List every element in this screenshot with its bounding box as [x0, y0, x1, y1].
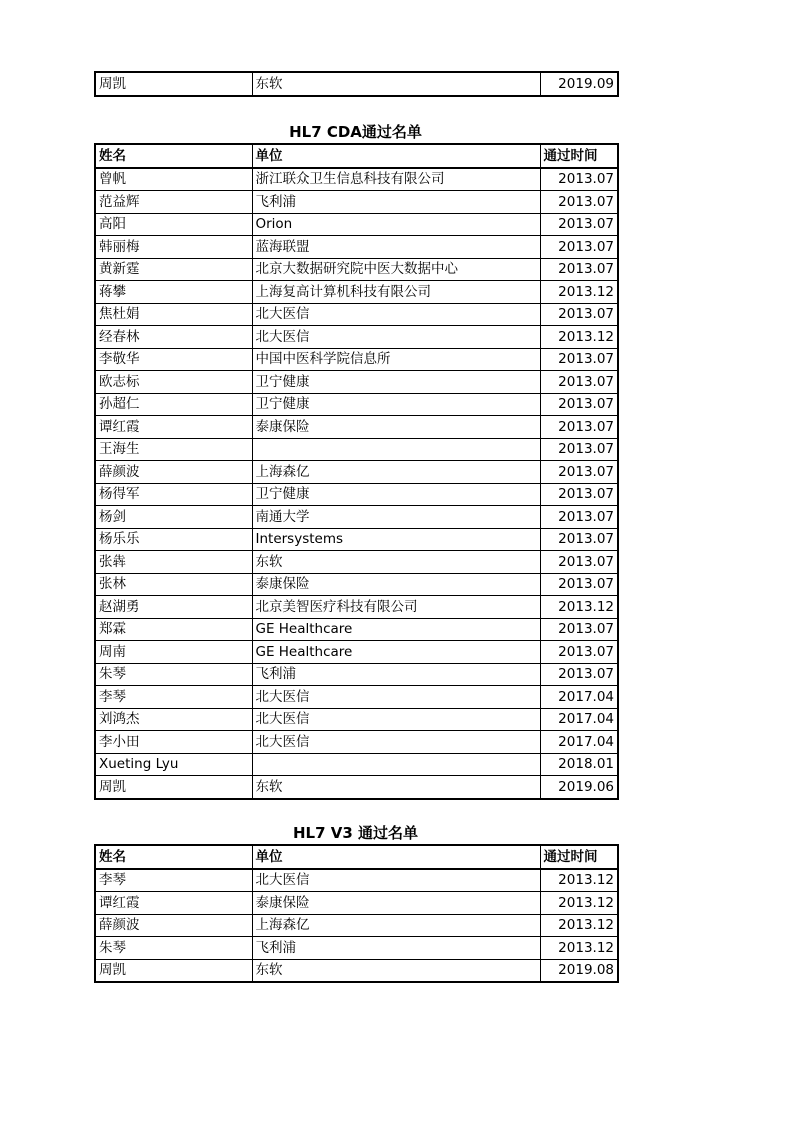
pass-date-cell: 2013.07 — [540, 641, 618, 664]
organization-cell — [252, 753, 540, 776]
table-row — [95, 596, 618, 619]
organization-cell: 北大医信 — [252, 303, 540, 326]
person-name-cell: 黄新霆 — [95, 258, 252, 281]
pass-date-cell: 2017.04 — [540, 686, 618, 709]
pass-date-cell: 2017.04 — [540, 731, 618, 754]
organization-cell: 卫宁健康 — [252, 371, 540, 394]
organization-cell: 东软 — [252, 776, 540, 799]
table-row — [95, 937, 618, 960]
person-name-cell: 韩丽梅 — [95, 236, 252, 259]
person-name-cell: 焦杜娟 — [95, 303, 252, 326]
table-row — [95, 753, 618, 776]
person-name-cell: 周凯 — [95, 72, 252, 96]
person-name-cell: 杨乐乐 — [95, 528, 252, 551]
table-row — [95, 303, 618, 326]
table-row — [95, 892, 618, 915]
table-row — [95, 213, 618, 236]
person-name-cell: 郑霖 — [95, 618, 252, 641]
pass-date-cell: 2013.07 — [540, 573, 618, 596]
person-name-cell: 欧志标 — [95, 371, 252, 394]
pass-date-cell: 2013.07 — [540, 236, 618, 259]
table-row — [95, 191, 618, 214]
table-row — [95, 506, 618, 529]
pass-date-cell: 2013.07 — [540, 438, 618, 461]
pass-date-cell: 2013.07 — [540, 168, 618, 191]
table-row — [95, 461, 618, 484]
table-row — [95, 393, 618, 416]
table-row — [95, 168, 618, 191]
header-name: 姓名 — [95, 845, 252, 869]
person-name-cell: 周南 — [95, 641, 252, 664]
pass-date-cell: 2013.12 — [540, 892, 618, 915]
person-name-cell: 范益辉 — [95, 191, 252, 214]
person-name-cell: 经春林 — [95, 326, 252, 349]
cda-list-table — [94, 143, 619, 800]
pass-date-cell: 2013.07 — [540, 393, 618, 416]
organization-cell: 北大医信 — [252, 708, 540, 731]
pass-date-cell: 2013.07 — [540, 528, 618, 551]
header-date: 通过时间 — [540, 144, 618, 168]
person-name-cell: 李琴 — [95, 686, 252, 709]
organization-cell: 卫宁健康 — [252, 393, 540, 416]
organization-cell: Intersystems — [252, 528, 540, 551]
table-row — [95, 663, 618, 686]
table-row — [95, 731, 618, 754]
pass-date-cell: 2013.07 — [540, 663, 618, 686]
header-name: 姓名 — [95, 144, 252, 168]
organization-cell: 卫宁健康 — [252, 483, 540, 506]
organization-cell: 泰康保险 — [252, 892, 540, 915]
person-name-cell: 孙超仁 — [95, 393, 252, 416]
cda-header-row — [95, 144, 618, 168]
table-row — [95, 959, 618, 982]
pass-date-cell: 2013.07 — [540, 506, 618, 529]
pass-date-cell: 2013.12 — [540, 914, 618, 937]
table-row — [95, 236, 618, 259]
table-row — [95, 281, 618, 304]
organization-cell: 北大医信 — [252, 686, 540, 709]
header-org: 单位 — [252, 845, 540, 869]
person-name-cell: 高阳 — [95, 213, 252, 236]
pass-date-cell: 2013.12 — [540, 937, 618, 960]
organization-cell: 上海复高计算机科技有限公司 — [252, 281, 540, 304]
organization-cell: 上海森亿 — [252, 914, 540, 937]
table-row — [95, 258, 618, 281]
person-name-cell: 李小田 — [95, 731, 252, 754]
person-name-cell: 周凯 — [95, 959, 252, 982]
table-row — [95, 641, 618, 664]
organization-cell: GE Healthcare — [252, 618, 540, 641]
organization-cell: 北大医信 — [252, 731, 540, 754]
person-name-cell: 曾帆 — [95, 168, 252, 191]
table-row — [95, 483, 618, 506]
person-name-cell: Xueting Lyu — [95, 753, 252, 776]
pass-date-cell: 2013.07 — [540, 213, 618, 236]
person-name-cell: 杨得军 — [95, 483, 252, 506]
pass-date-cell: 2019.06 — [540, 776, 618, 799]
pass-date-cell: 2013.12 — [540, 596, 618, 619]
pass-date-cell: 2018.01 — [540, 753, 618, 776]
person-name-cell: 朱琴 — [95, 663, 252, 686]
organization-cell: 东软 — [252, 551, 540, 574]
pass-date-cell: 2019.08 — [540, 959, 618, 982]
organization-cell: 北京美智医疗科技有限公司 — [252, 596, 540, 619]
organization-cell — [252, 438, 540, 461]
person-name-cell: 薛颜波 — [95, 914, 252, 937]
person-name-cell: 王海生 — [95, 438, 252, 461]
person-name-cell: 朱琴 — [95, 937, 252, 960]
person-name-cell: 张犇 — [95, 551, 252, 574]
organization-cell: 泰康保险 — [252, 573, 540, 596]
pass-date-cell: 2013.07 — [540, 551, 618, 574]
table-row — [95, 438, 618, 461]
pass-date-cell: 2013.12 — [540, 326, 618, 349]
pass-date-cell: 2013.07 — [540, 191, 618, 214]
pass-date-cell: 2013.07 — [540, 371, 618, 394]
pass-date-cell: 2013.12 — [540, 281, 618, 304]
pass-date-cell: 2013.07 — [540, 348, 618, 371]
table-row — [95, 551, 618, 574]
previous-list-body — [95, 72, 618, 96]
v3-header-row — [95, 845, 618, 869]
person-name-cell: 刘鸿杰 — [95, 708, 252, 731]
pass-date-cell: 2013.07 — [540, 483, 618, 506]
cda-list-body — [95, 168, 618, 799]
v3-list-title: HL7 V3 通过名单 — [292, 824, 419, 842]
organization-cell: 东软 — [252, 959, 540, 982]
person-name-cell: 张林 — [95, 573, 252, 596]
previous-list-table — [94, 71, 619, 97]
table-row — [95, 371, 618, 394]
pass-date-cell: 2013.12 — [540, 869, 618, 892]
table-row — [95, 776, 618, 799]
organization-cell: 飞利浦 — [252, 191, 540, 214]
table-row — [95, 686, 618, 709]
organization-cell: 上海森亿 — [252, 461, 540, 484]
person-name-cell: 薛颜波 — [95, 461, 252, 484]
person-name-cell: 李敬华 — [95, 348, 252, 371]
organization-cell: 北京大数据研究院中医大数据中心 — [252, 258, 540, 281]
table-row — [95, 914, 618, 937]
organization-cell: 浙江联众卫生信息科技有限公司 — [252, 168, 540, 191]
pass-date-cell: 2013.07 — [540, 258, 618, 281]
table-row — [95, 326, 618, 349]
pass-date-cell: 2013.07 — [540, 416, 618, 439]
organization-cell: 中国中医科学院信息所 — [252, 348, 540, 371]
person-name-cell: 谭红霞 — [95, 892, 252, 915]
pass-date-cell: 2017.04 — [540, 708, 618, 731]
pass-date-cell: 2013.07 — [540, 618, 618, 641]
pass-date-cell: 2019.09 — [540, 72, 618, 96]
person-name-cell: 蒋攀 — [95, 281, 252, 304]
cda-list-title: HL7 CDA通过名单 — [289, 123, 422, 141]
table-row — [95, 573, 618, 596]
table-row — [95, 708, 618, 731]
header-date: 通过时间 — [540, 845, 618, 869]
organization-cell: 泰康保险 — [252, 416, 540, 439]
v3-list-body — [95, 869, 618, 983]
pass-date-cell: 2013.07 — [540, 461, 618, 484]
table-row — [95, 416, 618, 439]
organization-cell: 飞利浦 — [252, 937, 540, 960]
table-row — [95, 869, 618, 892]
table-row — [95, 528, 618, 551]
pass-date-cell: 2013.07 — [540, 303, 618, 326]
organization-cell: 东软 — [252, 72, 540, 96]
organization-cell: 北大医信 — [252, 326, 540, 349]
table-row — [95, 348, 618, 371]
person-name-cell: 杨剑 — [95, 506, 252, 529]
organization-cell: 北大医信 — [252, 869, 540, 892]
table-row — [95, 618, 618, 641]
person-name-cell: 赵湖勇 — [95, 596, 252, 619]
v3-list-table — [94, 844, 619, 983]
organization-cell: GE Healthcare — [252, 641, 540, 664]
table-row — [95, 72, 618, 96]
organization-cell: 南通大学 — [252, 506, 540, 529]
person-name-cell: 谭红霞 — [95, 416, 252, 439]
person-name-cell: 李琴 — [95, 869, 252, 892]
person-name-cell: 周凯 — [95, 776, 252, 799]
organization-cell: 飞利浦 — [252, 663, 540, 686]
header-org: 单位 — [252, 144, 540, 168]
organization-cell: Orion — [252, 213, 540, 236]
organization-cell: 蓝海联盟 — [252, 236, 540, 259]
